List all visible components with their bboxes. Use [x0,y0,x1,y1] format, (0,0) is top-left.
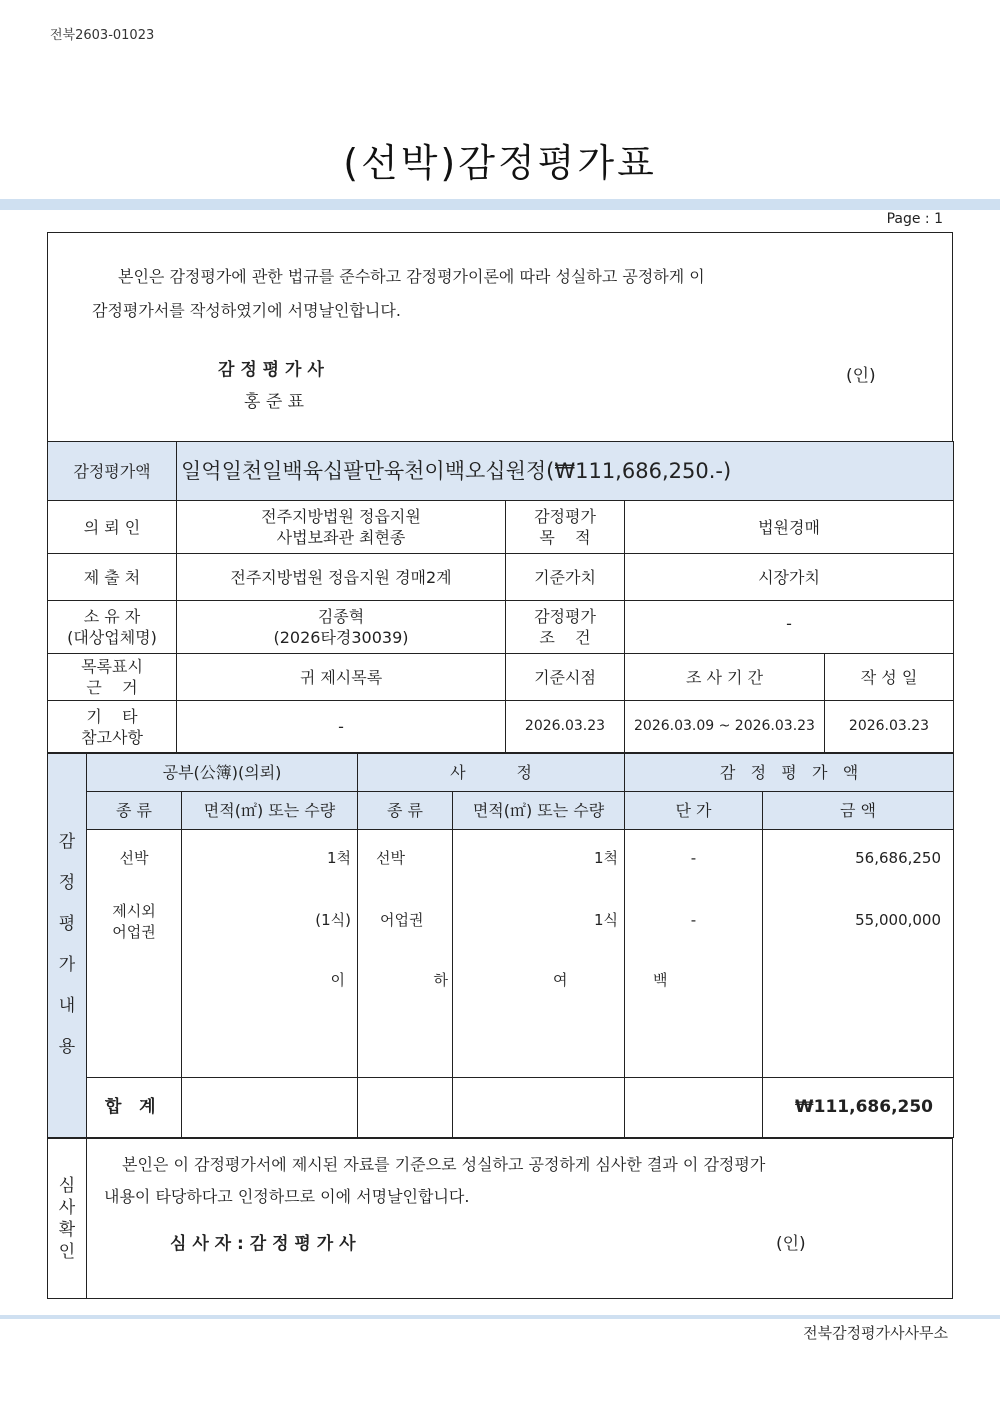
survey-label: 조 사 기 간 [625,654,825,701]
row-2-kind-2: 어업권 [380,910,424,929]
review-box [47,1138,953,1299]
client-value [177,501,506,554]
total-label: 합 계 [87,1077,182,1137]
condition-label [506,601,625,654]
owner-line-2: (2026타경30039) [273,628,409,647]
seal-mark: (인) [846,366,876,386]
side-char: 심 [58,1176,76,1196]
condition-value: - [625,601,954,654]
certification-line-2: 감정평가서를 작성하였기에 서명날인합니다. [92,301,401,320]
unit-column [625,829,763,1077]
total-empty [625,1077,763,1137]
base-date: 2026.03.23 [506,701,625,753]
review-seal-mark: (인) [776,1234,806,1254]
col-kind-2: 종 류 [358,791,453,829]
col-area: 면적(㎡) 또는 수량 [182,791,358,829]
total-empty [358,1077,453,1137]
owner-line-1: 김종혁 [317,607,365,626]
appraisal-side-label [48,753,87,1137]
owner-label-line-1: 소 유 자 [83,607,141,626]
owner-label-line-2: (대상업체명) [67,628,157,647]
row-1-amount: 56,686,250 [855,848,942,867]
listing-label [48,654,177,701]
amount-column [763,829,954,1077]
listing-value: 귀 제시목록 [177,654,506,701]
qty-column [182,829,358,1077]
condition-label-line-1: 감정평가 [534,607,596,626]
side-char: 정 [58,873,76,894]
other-label-line-2: 참고사항 [81,727,143,747]
other-label-line-1: 기 타 [86,706,138,726]
office-name: 전북감정평가사사무소 [803,1324,948,1342]
condition-label-line-2: 조 건 [539,628,591,647]
group-value-header: 감 정 평 가 액 [625,753,954,791]
side-char: 가 [58,955,76,976]
appraiser-name: 홍 준 표 [244,392,305,412]
footer-band [0,1315,1000,1319]
client-line-1: 전주지방법원 정읍지원 [261,507,421,526]
purpose-value: 법원경매 [625,501,954,554]
row-1-kind-2: 선박 [376,848,405,867]
client-line-2: 사법보좌관 최현종 [276,528,406,547]
other-label [48,701,177,753]
amount-value: 일억일천일백육십팔만육천이백오십원정(₩111,686,250.-) [177,442,954,501]
group-public-header: 공부(公簿)(의뢰) [87,753,358,791]
reviewer-title: 심 사 자 : 감 정 평 가 사 [170,1234,356,1254]
kind2-column [358,829,453,1077]
basis-value-label: 기준가치 [506,554,625,601]
col-kind: 종 류 [87,791,182,829]
document-number: 전북2603-01023 [50,28,155,43]
listing-label-line-2: 근 거 [86,678,138,697]
row-2-qty: (1식) [315,910,352,929]
purpose-label [506,501,625,554]
row-2-amount: 55,000,000 [855,910,942,929]
owner-value [177,601,506,654]
amount-label: 감정평가액 [48,442,177,501]
side-char: 인 [58,1242,76,1262]
side-char: 확 [58,1220,76,1240]
side-char: 내 [58,996,76,1017]
remainder-3: 여 [553,970,568,989]
review-side-label [48,1139,87,1298]
side-char: 용 [58,1037,76,1058]
owner-label [48,601,177,654]
other-value: - [177,701,506,753]
col-area-2: 면적(㎡) 또는 수량 [453,791,625,829]
total-value: ₩111,686,250 [763,1077,954,1137]
purpose-label-line-1: 감정평가 [534,507,596,526]
info-table [47,441,954,753]
remainder-4: 백 [653,970,668,989]
row-1-qty: 1척 [326,848,352,867]
col-amount: 금 액 [763,791,954,829]
page-number: Page : 1 [886,211,943,227]
row-2-unit: - [690,910,697,929]
survey-period: 2026.03.09 ~ 2026.03.23 [625,701,825,753]
review-line-2: 내용이 타당하다고 인정하므로 이에 서명날인합니다. [104,1187,470,1206]
certification-box [47,232,953,442]
qty2-column [453,829,625,1077]
client-label: 의 뢰 인 [48,501,177,554]
remainder-1: 이 [330,970,346,989]
remainder-2: 하 [433,970,449,989]
kind-column [87,829,182,1077]
side-char: 감 [58,832,76,853]
certification-line-1: 본인은 감정평가에 관한 법규를 준수하고 감정평가이론에 따라 성실하고 공정하게 이 [118,267,705,286]
row-1-kind: 선박 [119,848,149,867]
written-label: 작 성 일 [825,654,954,701]
row-1-unit: - [690,848,697,867]
review-line-1: 본인은 이 감정평가서에 제시된 자료를 기준으로 성실하고 공정하게 심사한 결과 이 감정평가 [122,1155,766,1174]
group-survey-header: 사 정 [358,753,625,791]
side-char: 평 [58,914,76,935]
header-band [0,199,1000,210]
total-empty [453,1077,625,1137]
row-2-kind: 제시외 어업권 [112,901,156,941]
written-date: 2026.03.23 [825,701,954,753]
page-title: (선박)감정평가표 [343,141,657,185]
col-unit-price: 단 가 [625,791,763,829]
basis-value: 시장가치 [625,554,954,601]
base-date-label: 기준시점 [506,654,625,701]
purpose-label-line-2: 목 적 [539,528,591,547]
side-char: 사 [58,1198,76,1218]
appraisal-table [47,752,954,1138]
appraiser-title: 감 정 평 가 사 [218,360,324,380]
row-1-qty-2: 1척 [593,848,619,867]
listing-label-line-1: 목록표시 [81,657,143,676]
submit-label: 제 출 처 [48,554,177,601]
total-empty [182,1077,358,1137]
submit-value: 전주지방법원 정읍지원 경매2계 [177,554,506,601]
row-2-qty-2: 1식 [593,910,619,929]
